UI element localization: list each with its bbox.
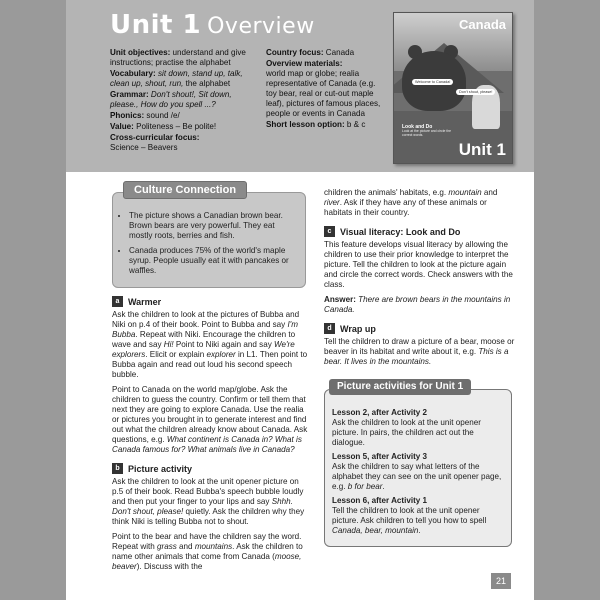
section-warmer-heading: a Warmer xyxy=(112,296,310,307)
overview-left-column xyxy=(110,48,260,154)
culture-bullet: • The picture shows a Canadian brown bear. Brown bears are very powerful. They eat mostly roots, berries and fish. xyxy=(129,211,299,241)
cross-curricular: Cross-curricular focus: Science – Beavers xyxy=(110,133,200,152)
objectives: Unit objectives: understand and give instructions; practise the alphabet xyxy=(110,48,246,67)
page-number: 21 xyxy=(491,573,511,589)
cover-country: Canada xyxy=(459,17,506,32)
section-picture-activity-heading: b Picture activity xyxy=(112,463,310,474)
visual-literacy-paragraph: This feature develops visual literacy by allowing the children to use their prior knowledge to interpret the picture. Tell the children to look at the picture again and circle the correct words. Check answers with the class. xyxy=(324,240,513,289)
unit-label: Unit 1 xyxy=(110,10,202,40)
lesson-text: Ask the children to say what letters of the alphabet they can see on the unit opener page, e.g. b for bear. xyxy=(332,462,502,491)
picture-activity-paragraph: Point to the bear and have the children say the word. Repeat with grass and mountains. Ask the children to name other animals that come from Canada (moose, beaver). Discuss with the xyxy=(112,532,303,571)
phonics: Phonics: sound /e/ xyxy=(110,111,180,120)
continued-paragraph: children the animals' habitats, e.g. mountain and river. Ask if they have any of these animals or habitats in their country. xyxy=(324,188,498,217)
culture-connection-box xyxy=(112,184,306,288)
vocabulary: Vocabulary: sit down, stand up, talk, clean up, shout, run, the alphabet xyxy=(110,69,243,88)
left-column xyxy=(112,178,310,577)
section-visual-literacy-heading: c Visual literacy: Look and Do xyxy=(324,226,516,237)
culture-bullet: • Canada produces 75% of the world's maple syrup. People usually eat it with pancakes or waffles. xyxy=(129,246,299,276)
overview-label: Overview xyxy=(207,14,315,39)
wrap-up-paragraph: Tell the children to draw a picture of a bear, moose or beaver in its habitat and write about it, e.g. This is a bear. It lives in the mountains. xyxy=(324,337,515,366)
right-column xyxy=(324,188,516,547)
cover-look-and-do: Look and Do Look at the picture and circle the correct words. xyxy=(402,124,452,137)
lesson-heading: Lesson 6, after Activity 1 xyxy=(332,496,428,505)
speech-bubble: Don't shout, please! xyxy=(456,89,495,95)
overview-materials: Overview materials: world map or globe; realia representative of Canada (e.g. toy bear, real or cut-out maple leaf), pictures of famous places, people or events in Canada xyxy=(266,59,381,118)
unit-title xyxy=(110,10,315,40)
grammar: Grammar: Don't shout!, Sit down, please., How do you spell ...? xyxy=(110,90,232,109)
section-wrap-up-heading: d Wrap up xyxy=(324,323,516,334)
cover-unit-label: Unit 1 xyxy=(458,140,506,159)
lesson-text: Tell the children to look at the unit opener picture. Ask children to tell you how to spell Canada, bear, mountain. xyxy=(332,506,487,535)
picture-activities-title: Picture activities for Unit 1 xyxy=(329,379,471,395)
lesson-heading: Lesson 5, after Activity 3 xyxy=(332,452,428,461)
unit-overview-header xyxy=(66,0,534,172)
culture-connection-title: Culture Connection xyxy=(123,181,247,199)
country-focus: Country focus: Canada xyxy=(266,48,355,57)
visual-literacy-answer: Answer: There are brown bears in the mountains in Canada. xyxy=(324,295,511,314)
warmer-paragraph: Point to Canada on the world map/globe. Ask the children to guess the country. Confirm or tell them that next they are going to explore Canada. Use the realia or pictures you brought in to generate interest and find out what the children already know about Canada. Ask questions, e.g. What continent is Canada in? What is Canada famous for? What animals live in Canada? xyxy=(112,385,308,454)
lesson-text: Ask the children to look at the unit opener picture. In pairs, the children act out the dialogue. xyxy=(332,418,481,447)
speech-bubble: Welcome to Canada! xyxy=(412,79,453,85)
value: Value: Politeness – Be polite! xyxy=(110,122,217,131)
workbook-page xyxy=(66,0,534,600)
picture-activity-paragraph: Ask the children to look at the unit opener picture on p.5 of their book. Read Bubba's speech bubble loudly and then put your finger to your lips and say Shhh. Don't shout, please! quietly. Ask the children why they think Niki is telling Bubba not to shout. xyxy=(112,477,305,526)
overview-right-column xyxy=(266,48,386,131)
lesson-heading: Lesson 2, after Activity 2 xyxy=(332,408,428,417)
short-lesson-option: Short lesson option: b & c xyxy=(266,120,366,129)
warmer-paragraph: Ask the children to look at the pictures of Bubba and Niki on p.4 of their book. Point to Bubba and say I'm Bubba. Repeat with Niki. Encourage the children to wave and say Hi! Point to Niki again and say We're explorers. Elicit or explain explorer in L1. Then point to Bubba again and read out loud his second speech bubble. xyxy=(112,310,308,379)
picture-activities-box xyxy=(324,381,512,547)
unit-opener-thumbnail xyxy=(393,12,513,164)
